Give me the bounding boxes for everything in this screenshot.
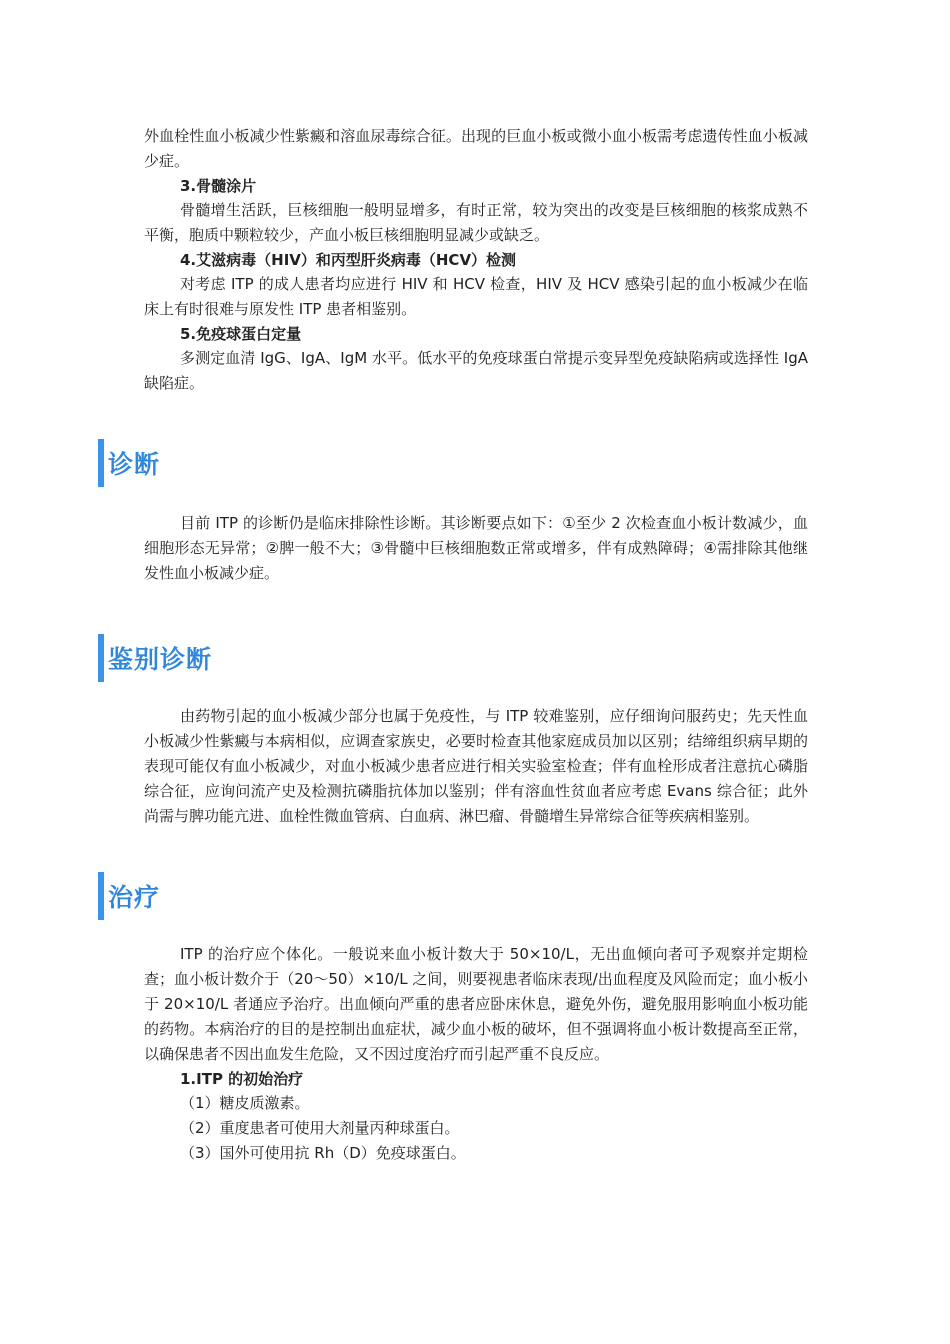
list-item: （3）国外可使用抗 Rh（D）免疫球蛋白。 (180, 1144, 466, 1162)
heading-diagnosis-text: 诊断 (108, 450, 161, 479)
heading-accent-bar (98, 634, 104, 682)
section-hiv-hcv-text: 对考虑 ITP 的成人患者均应进行 HIV 和 HCV 检查，HIV 及 HCV 感染引起的血小板减少在临床上有时很难与原发性 ITP 患者相鉴别。 (144, 275, 808, 318)
continuation-paragraph: 外血栓性血小板减少性紫癜和溶血尿毒综合征。出现的巨血小板或微小血小板需考虑遗传性血小板减少症。 (144, 127, 808, 170)
treatment-paragraph: ITP 的治疗应个体化。一般说来血小板计数大于 50×10/L，无出血倾向者可予观察并定期检查；血小板计数介于（20～50）×10/L 之间，则要视患者临床表现/出血程度及风险而定；血小板小于 20×10/L 者通应予治疗。出血倾向严重的患者应卧床休息，避免外伤，避免服用影响血小板功能的药物。本病治疗的目的是控制出血症状，减少血小板的破坏，但不强调将血小板计数提高至正常，以确保患者不因出血发生危险，又不因过度治疗而引起严重不良反应。 (144, 945, 808, 1063)
differential-paragraph: 由药物引起的血小板减少部分也属于免疫性，与 ITP 较难鉴别，应仔细询问服药史；先天性血小板减少性紫癜与本病相似，应调查家族史，必要时检查其他家庭成员加以区别；结缔组织病早期的表现可能仅有血小板减少，对血小板减少患者应进行相关实验室检查；伴有血栓形成者注意抗心磷脂综合征，应询问流产史及检测抗磷脂抗体加以鉴别；伴有溶血性贫血者应考虑 Evans 综合征；此外尚需与脾功能亢进、血栓性微血管病、白血病、淋巴瘤、骨髓增生异常综合征等疾病相鉴别。 (144, 707, 808, 825)
heading-differential-text: 鉴别诊断 (108, 645, 213, 674)
heading-treatment (98, 872, 808, 920)
heading-differential (98, 634, 808, 682)
heading-treatment-text: 治疗 (108, 883, 161, 912)
heading-accent-bar (98, 872, 104, 920)
section-immunoglobulin-title: 5.免疫球蛋白定量 (180, 325, 302, 343)
section-immunoglobulin-text: 多测定血清 IgG、IgA、IgM 水平。低水平的免疫球蛋白常提示变异型免疫缺陷病或选择性 IgA 缺陷症。 (144, 349, 808, 392)
list-item: （2）重度患者可使用大剂量丙种球蛋白。 (180, 1119, 460, 1137)
heading-accent-bar (98, 439, 104, 487)
list-item: （1）糖皮质激素。 (180, 1094, 310, 1112)
section-bone-marrow-text: 骨髓增生活跃，巨核细胞一般明显增多，有时正常，较为突出的改变是巨核细胞的核浆成熟不平衡，胞质中颗粒较少，产血小板巨核细胞明显减少或缺乏。 (144, 201, 808, 244)
section-hiv-hcv-title: 4.艾滋病毒（HIV）和丙型肝炎病毒（HCV）检测 (180, 251, 517, 269)
document-content (108, 124, 808, 1166)
treatment-initial-title: 1.ITP 的初始治疗 (180, 1070, 304, 1088)
heading-diagnosis (98, 439, 808, 487)
section-bone-marrow-title: 3.骨髓涂片 (180, 177, 257, 195)
diagnosis-paragraph: 目前 ITP 的诊断仍是临床排除性诊断。其诊断要点如下：①至少 2 次检查血小板计数减少，血细胞形态无异常；②脾一般不大；③骨髓中巨核细胞数正常或增多，伴有成熟障碍；④需排除其他继发性血小板减少症。 (144, 514, 808, 582)
